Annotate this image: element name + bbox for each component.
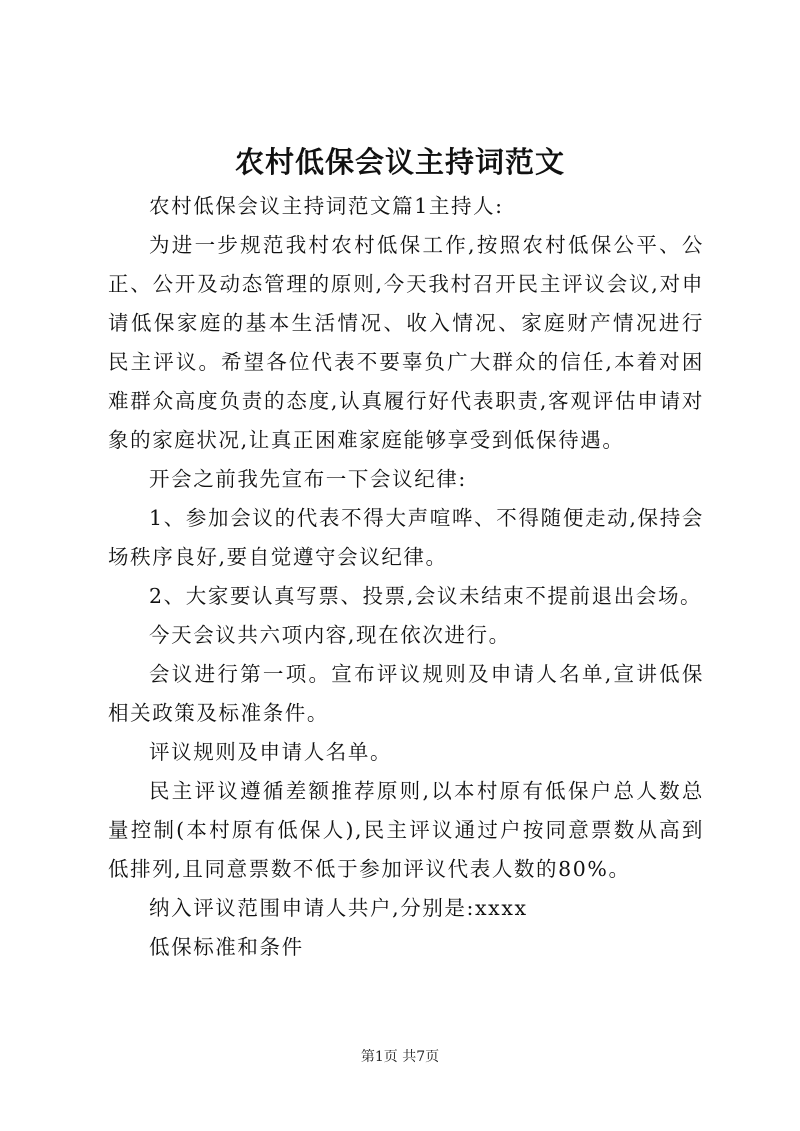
paragraph-rule-2: 2、大家要认真写票、投票,会议未结束不提前退出会场。 bbox=[149, 584, 703, 608]
paragraph-evaluation-principle: 民主评议遵循差额推荐原则,以本村原有低保户总人数总量控制(本村原有低保人),民主评议通过户按同意票数从高到低排列,且同意票数不低于参加评议代表人数的80%。 bbox=[108, 779, 704, 881]
paragraph-discipline-intro: 开会之前我先宣布一下会议纪律: bbox=[149, 467, 467, 491]
paragraph-rules-heading: 评议规则及申请人名单。 bbox=[149, 740, 393, 764]
paragraph-agenda: 今天会议共六项内容,现在依次进行。 bbox=[149, 623, 511, 647]
paragraph-opening-remarks: 为进一步规范我村农村低保工作,按照农村低保公平、公正、公开及动态管理的原则,今天我村召开民主评议会议,对申请低保家庭的基本生活情况、收入情况、家庭财产情况进行民主评议。希望各位代表不要辜负广大群众的信任,本着对困难群众高度负责的态度,认真履行好代表职责,客观评估申请对象的家庭状况,让真正困难家庭能够享受到低保待遇。 bbox=[108, 233, 704, 452]
paragraph-standards-heading: 低保标准和条件 bbox=[149, 935, 304, 959]
paragraph-applicants: 纳入评议范围申请人共户,分别是:xxxx bbox=[149, 896, 528, 920]
paragraph-rule-1: 1、参加会议的代表不得大声喧哗、不得随便走动,保持会场秩序良好,要自觉遵守会议纪律。 bbox=[108, 506, 704, 569]
document-body bbox=[108, 187, 704, 967]
paragraph-item-1: 会议进行第一项。宣布评议规则及申请人名单,宣讲低保相关政策及标准条件。 bbox=[108, 662, 704, 725]
page-number: 第1页 共7页 bbox=[360, 1049, 440, 1065]
paragraph-host-intro: 农村低保会议主持词范文篇1主持人: bbox=[149, 194, 504, 218]
document-title: 农村低保会议主持词范文 bbox=[234, 145, 565, 179]
